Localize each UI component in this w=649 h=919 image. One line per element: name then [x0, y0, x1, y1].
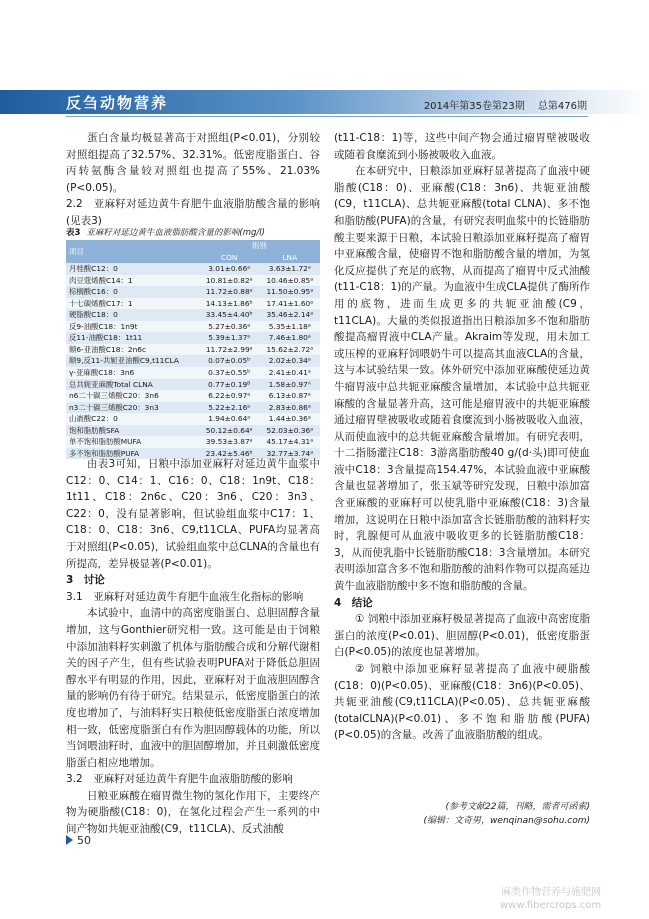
section-heading: 3.2 亚麻籽对延边黄牛育肥牛血液脂肪酸的影响: [66, 773, 293, 786]
row-con-value: 0.77±0.19ᴮ: [199, 379, 260, 391]
table-row: [66, 298, 320, 310]
row-lna-value: 2.83±0.86ᵃ: [260, 402, 320, 414]
row-name: 肉豆蔻烯酸C14：1: [66, 275, 199, 287]
table-row: [66, 286, 320, 298]
row-name: n6二十碳三烯酸C20：3n6: [66, 390, 199, 402]
table-caption-text: 亚麻籽对延边黄牛血液脂肪酸含量的影响(mg/l): [86, 228, 265, 238]
editor-note-line: (编辑：文奇男，wenqinan@sohu.com): [423, 816, 590, 826]
table-row: [66, 275, 320, 287]
row-lna-value: 15.62±2.72ᵃ: [260, 344, 320, 356]
row-name: 饱和脂肪酸SFA: [66, 425, 199, 437]
watermark: [500, 886, 601, 912]
row-name: 多不饱和脂肪酸PUFA: [66, 448, 199, 460]
watermark-line: 麻类作物营养与施肥网: [501, 887, 602, 898]
row-name: 单不饱和脂肪酸MUFA: [66, 436, 199, 448]
table-header-item: 项目: [66, 240, 199, 263]
row-name: 反11-油酸C18：1t11: [66, 332, 199, 344]
row-name: 顺9,反11-共轭亚油酸C9,t11CLA: [66, 355, 199, 367]
page-number-text: 50: [77, 834, 91, 847]
paragraph: 本试验中，血清中的高密度脂蛋白、总胆固醇含量增加，这与Gonthier研究相一致。这可能是由于饲粮中添加油料籽实刺激了机体与脂肪酸合成和分解代谢相关的因子产生，但有些试验表明PUFA对于降低总胆固醇水平有明显的作用，因此，亚麻籽对于血液胆固醇含量的影响仍有待于研究。结果显示，低密度脂蛋白的浓度也增加了，与油料籽实日粮使低密度脂蛋白浓度增加相一致，低密度脂蛋白有作为胆固醇载体的功能，所以当饲喂油籽时，血液中的胆固醇增加，并且刺激低密度脂蛋白相应地增加。: [66, 607, 320, 769]
section-heading: 3.1 亚麻籽对延边黄牛育肥牛血液生化指标的影响: [66, 590, 304, 603]
row-name: 棕榈酸C16：0: [66, 286, 199, 298]
table-row: [66, 309, 320, 321]
table-row: [66, 390, 320, 402]
section-heading: 2.2 亚麻籽对延边黄牛育肥牛血液脂肪酸含量的影响(见表3): [66, 198, 320, 227]
table-row: [66, 425, 320, 437]
row-name: 顺6-亚油酸C18：2n6c: [66, 344, 199, 356]
page-arrow-icon: [66, 835, 73, 845]
paragraph: 在本研究中，日粮添加亚麻籽显著提高了血液中硬脂酸(C18：0)、亚麻酸(C18：3n6)、共轭亚油酸(C9，t11CLA)、总共轭亚麻酸(total CLNA)、多不饱和脂肪酸(PUFA)的含量，有研究表明血浆中的长链脂肪酸主要来源于日粮，本试验日粮添加亚麻籽提高了瘤胃中亚麻酸含量，使瘤胃不饱和脂肪酸含量的增加，为氢化反应提供了充足的底物，从而提高了瘤胃中反式油酸(t11-C18：1)的产量。为血液中生成CLA提供了酶所作用的底物，进而生成更多的共轭亚油酸(C9，t11CLA)。大量的类似报道指出日粮添加多不饱和脂肪酸提高瘤胃液中CLA产量。Akraim等发现，用未加工或压榨的亚麻籽饲喂奶牛可以提高其血液CLA的含量，这与本试验结果一致。体外研究中添加亚麻酸使延边黄牛瘤胃液中总共轭亚麻酸含量增加，本试验中总共轭亚麻酸的含量显著升高，这可能是瘤胃液中的共轭亚麻酸通过瘤胃壁被吸收或随着食糜流到小肠被吸收入血液，从而使血液中的总共轭亚麻酸含量增加。有研究表明，十二指肠灌注C18：3游离脂肪酸40 g/(d·头)即可使血液中C18：3含量提高154.47%，本试验血液中亚麻酸含量也显著增加了，张玉斌等研究发现，日粮中添加富含亚麻酸的亚麻籽可以使乳脂中亚麻酸(C18：3)含量增加，这说明在日粮中添加富含长链脂肪酸的油料籽实时，乳腺便可从血液中吸收更多的长链脂肪酸C18：3，从而使乳脂中长链脂肪酸C18：3含量增加。本研究表明添加富含多不饱和脂肪酸的油料作物可以提高延边黄牛血液脂肪酸中多不饱和脂肪酸的含量。: [334, 165, 590, 593]
row-lna-value: 1.58±0.97ᴬ: [260, 379, 320, 391]
issue-year: 2014年第35卷第23期: [423, 101, 525, 112]
paragraph: 蛋白含量均极显著高于对照组(P<0.01)，分别较对照组提高了32.57%、32.31%。低密度脂蛋白、谷丙转氨酶含量较对照组也提高了55%、21.03%(P<0.05)。: [66, 132, 320, 194]
issue-info: [414, 97, 587, 112]
left-column-bottom: [66, 456, 320, 838]
row-con-value: 50.12±0.64ᵃ: [199, 425, 260, 437]
row-con-value: 5.39±1.37ᵃ: [199, 332, 260, 344]
table-row: [66, 436, 320, 448]
header-rule: [66, 116, 588, 117]
row-lna-value: 6.13±0.87ᵃ: [260, 390, 320, 402]
row-lna-value: 2.02±0.34ᵃ: [260, 355, 320, 367]
reference-note: [380, 800, 590, 828]
paragraph: 日粮亚麻酸在瘤胃微生物的氢化作用下，主要终产物为硬脂酸(C18：0)，在氢化过程会产生一系列的中间产物如共轭亚油酸(C9，t11CLA)、反式油酸: [66, 789, 320, 836]
section-heading: 4 结论: [334, 596, 373, 609]
journal-title: 反刍动物营养: [66, 94, 169, 112]
row-lna-value: 3.63±1.72ᵃ: [260, 263, 320, 275]
table-row: [66, 344, 320, 356]
table-row: [66, 321, 320, 333]
row-lna-value: 2.41±0.41ᵃ: [260, 367, 320, 379]
row-name: 总共轭亚麻酸Total CLNA: [66, 379, 199, 391]
conclusion-item: ① 饲粮中添加亚麻籽极显著提高了血液中高密度脂蛋白的浓度(P<0.01)、胆固醇(P<0.01)，低密度脂蛋白(P<0.05)的浓度也显著增加。: [334, 613, 590, 659]
row-name: n3二十碳三烯酸C20：3n3: [66, 402, 199, 414]
row-con-value: 14.13±1.86ᵇ: [199, 298, 260, 310]
row-lna-value: 11.50±0.95ᵃ: [260, 286, 320, 298]
left-column-top: [66, 130, 320, 230]
row-con-value: 6.22±0.97ᵃ: [199, 390, 260, 402]
row-lna-value: 1.44±0.36ᵃ: [260, 413, 320, 425]
table-header-group: 组别: [199, 240, 320, 252]
table-row: [66, 367, 320, 379]
row-con-value: 0.07±0.05ᵇ: [199, 355, 260, 367]
table-label: 表3: [66, 228, 81, 238]
table-row: [66, 379, 320, 391]
row-con-value: 33.45±4.40ᵇ: [199, 309, 260, 321]
table-row: [66, 332, 320, 344]
paragraph: 由表3可知，日粮中添加亚麻籽对延边黄牛血浆中C12：0、C14：1、C16：0、C18：1n9t、C18：1t11、C18：2n6c、C20：3n6、C20：3n3、C22：0，没有显著影响，但试验组血浆中C17：1、C18：0、C18：3n6、C9,t11CLA、PUFA均显著高于对照组(P<0.05)，试验组血浆中总CLNA的含量也有所提高，差异极显著(P<0.01)。: [66, 458, 320, 570]
row-lna-value: 7.46±1.80ᵃ: [260, 332, 320, 344]
row-con-value: 0.37±0.55ᵇ: [199, 367, 260, 379]
row-name: 山嵛酸C22：0: [66, 413, 199, 425]
row-lna-value: 32.77±3.74ᵃ: [260, 448, 320, 460]
row-name: 十七碳烯酸C17：1: [66, 298, 199, 310]
row-con-value: 39.53±3.87ᵃ: [199, 436, 260, 448]
row-con-value: 5.22±2.16ᵃ: [199, 402, 260, 414]
watermark-url: www.fibercrops.com: [500, 900, 602, 911]
row-lna-value: 10.46±0.85ᵃ: [260, 275, 320, 287]
row-con-value: 5.27±0.36ᵃ: [199, 321, 260, 333]
conclusion-item: ② 饲粮中添加亚麻籽显著提高了血液中硬脂酸(C18：0)(P<0.05)、亚麻酸(C18：3n6)(P<0.05)、共轭亚油酸(C9,t11CLA)(P<0.05)、总共轭亚麻酸(totalCLNA)(P<0.01)、多不饱和脂肪酸(PUFA)(P<0.05)的含量。改善了血液脂肪酸的组成。: [334, 663, 590, 742]
row-name: γ-亚麻酸C18：3n6: [66, 367, 199, 379]
table-row: [66, 263, 320, 275]
table-header-con: CON: [199, 252, 260, 264]
row-name: 反9-油酸C18：1n9t: [66, 321, 199, 333]
row-lna-value: 45.17±4.31ᵃ: [260, 436, 320, 448]
row-name: 硬脂酸C18：0: [66, 309, 199, 321]
table-caption: [66, 226, 320, 238]
row-con-value: 10.81±0.82ᵃ: [199, 275, 260, 287]
fatty-acid-table: [66, 240, 320, 459]
table-row: [66, 402, 320, 414]
page-number: [66, 834, 91, 847]
row-name: 月桂酸C12：0: [66, 263, 199, 275]
row-con-value: 11.72±2.99ᵃ: [199, 344, 260, 356]
row-lna-value: 5.35±1.18ᵃ: [260, 321, 320, 333]
total-issue: 总第476期: [537, 101, 587, 112]
row-con-value: 11.72±0.88ᵃ: [199, 286, 260, 298]
row-con-value: 1.94±0.64ᵃ: [199, 413, 260, 425]
row-con-value: 3.01±0.66ᵃ: [199, 263, 260, 275]
table-row: [66, 413, 320, 425]
row-lna-value: 52.03±0.36ᵃ: [260, 425, 320, 437]
reference-note-line: (参考文献22篇，刊略，需者可函索): [445, 802, 590, 812]
row-lna-value: 17.41±1.60ᵃ: [260, 298, 320, 310]
row-con-value: 23.42±5.46ᵇ: [199, 448, 260, 460]
paragraph: (t11-C18：1)等，这些中间产物会通过瘤胃壁被吸收或随着食糜流到小肠被吸收入血液。: [334, 132, 590, 161]
right-column: [334, 130, 590, 744]
table-header-lna: LNA: [260, 252, 320, 264]
row-lna-value: 35.46±2.14ᵃ: [260, 309, 320, 321]
table-row: [66, 355, 320, 367]
section-heading: 3 讨论: [66, 574, 105, 587]
